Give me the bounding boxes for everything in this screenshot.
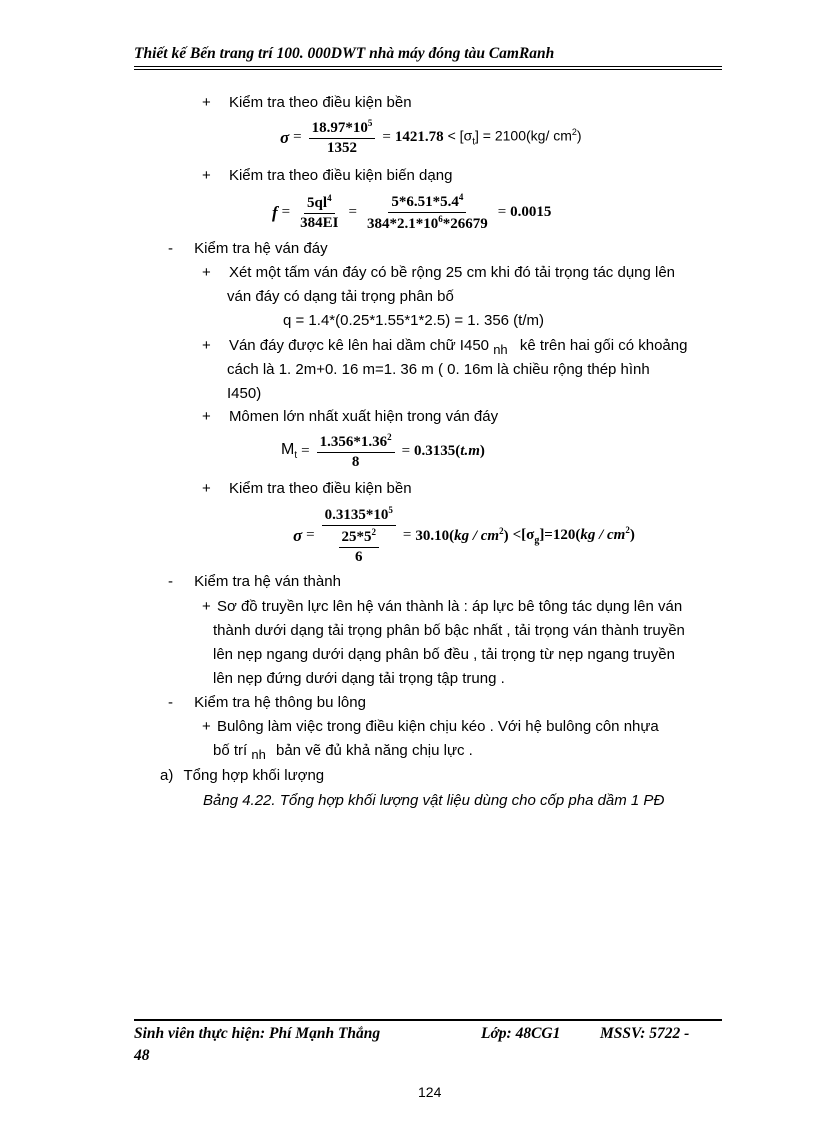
exponent: 2	[499, 526, 504, 536]
denominator: 8	[351, 454, 360, 470]
dash-icon: -	[168, 240, 173, 257]
section-label: a)	[160, 767, 174, 784]
bullet-strength-check-2	[202, 480, 412, 497]
para-line: I450)	[227, 385, 262, 402]
exponent: 2	[387, 432, 392, 442]
subscript: t	[294, 450, 298, 462]
text: Kiểm tra hệ ván đáy	[194, 240, 328, 257]
dash-icon: -	[168, 573, 173, 590]
unit: t.m	[460, 443, 480, 459]
cmp-text: < [σ	[447, 127, 473, 144]
footer-student: Sinh viên thực hiện: Phí Mạnh Thắng	[134, 1025, 381, 1042]
fraction	[317, 432, 395, 471]
result: 0.0015	[510, 204, 552, 220]
fraction	[322, 505, 396, 566]
unit: kg / cm	[454, 528, 500, 544]
para-line: lên nẹp ngang dưới dạng phân bố đều , tải trọng từ nẹp ngang truyền	[213, 646, 675, 663]
numerator: 1.356*1.36	[319, 434, 388, 450]
dash-bottom-panel	[168, 240, 328, 257]
formula-moment: $M_t$ = $\frac{1.356*1.36^2}{8}$ = 0.3135(t.m)	[281, 432, 485, 470]
subscript: nh	[493, 342, 508, 357]
formula-stress-1: σ = $\frac{18.97*10^5}{1352}$ = 1421.78 < $[\sigma_t] = 2100(kg/$ $cm^2$)	[280, 118, 582, 156]
denominator: 384*2.1*10	[366, 216, 439, 232]
numerator: 18.97*10	[311, 120, 368, 136]
text-end: bản vẽ đủ khả năng chịu lực .	[276, 742, 473, 759]
plus-icon: +	[202, 337, 211, 354]
dash-bolt-system	[168, 694, 366, 711]
text: Bulông làm việc trong điều kiện chịu kéo . Với hệ bulông côn nhựa	[216, 718, 659, 735]
rhs-end: )	[576, 127, 582, 144]
denominator: 384EI	[300, 215, 339, 231]
sigma-symbol: σ	[293, 525, 303, 545]
text-end: kê trên hai gối có khoảng	[519, 337, 688, 354]
plus-icon: +	[202, 264, 211, 281]
numerator: 0.3135*10	[324, 507, 389, 523]
plus-icon: +	[202, 167, 211, 184]
bullet-deformation-check	[202, 167, 452, 184]
denominator: 1352	[327, 140, 358, 156]
plus-icon: +	[202, 598, 211, 615]
lhs: M	[281, 441, 295, 459]
header-rule-2	[134, 69, 722, 70]
section-a	[160, 767, 324, 784]
exponent: 6	[438, 214, 443, 224]
f-symbol: f	[272, 202, 278, 222]
para-line: thành dưới dạng tải trọng phân bố bậc nhất , tải trọng ván thành truyền	[213, 622, 685, 639]
footer-mssv-cont: 48	[134, 1047, 150, 1064]
text: Kiểm tra hệ ván thành	[194, 573, 341, 590]
inner-fraction	[339, 527, 380, 566]
exponent: 2	[571, 127, 577, 138]
fraction	[297, 193, 341, 232]
exponent: 4	[458, 192, 464, 202]
bullet-plank	[202, 264, 675, 281]
result: 0.3135(	[414, 443, 461, 459]
denominator-end: *26679	[442, 216, 488, 232]
table-caption: Bảng 4.22. Tổng hợp khối lượng vật liệu dùng cho cốp pha dầm 1 PĐ	[203, 792, 665, 809]
plus-icon: +	[202, 718, 211, 735]
text: Kiểm tra theo điều kiện biến dạng	[228, 167, 453, 184]
header-rule	[134, 66, 722, 67]
result: 1421.78	[394, 129, 444, 145]
section-title: Tổng hợp khối lượng	[183, 767, 325, 784]
page-header: Thiết kế Bến trang trí 100. 000DWT nhà máy đóng tàu CamRanh	[134, 45, 555, 62]
exponent: 5	[388, 505, 393, 515]
text: Kiểm tra theo điều kiện bền	[228, 94, 412, 111]
text: Kiểm tra hệ thông bu lông	[194, 694, 366, 711]
plus-icon: +	[202, 408, 211, 425]
exponent: 2	[625, 525, 630, 535]
bullet-force-diagram	[202, 598, 682, 615]
rhs-text: ] = 2100(kg/ cm	[475, 127, 572, 144]
bullet-bolt	[202, 718, 659, 735]
subscript: nh	[251, 747, 266, 762]
text: Xét một tấm ván đáy có bề rộng 25 cm khi đó tải trọng tác dụng lên	[228, 264, 676, 281]
text: Kiểm tra theo điều kiện bền	[228, 480, 412, 497]
result-end: )	[479, 443, 485, 459]
text: bố trí	[213, 742, 248, 759]
text: Sơ đồ truyền lực lên hệ ván thành là : áp lực bê tông tác dụng lên ván	[216, 598, 683, 615]
formula-stress-2: σ = $\frac{0.3135*10^5}{\frac{25*5^2}{6}}$ = $30.10(kg / cm^2)$ $<[\sigma_g]=120(kg / cm^2)$	[293, 505, 635, 565]
page-number: 124	[418, 1084, 442, 1100]
sigma-symbol: σ	[280, 127, 290, 147]
footer-rule	[134, 1019, 722, 1021]
denominator: 6	[355, 549, 363, 565]
para-line: cách là 1. 2m+0. 16 m=1. 36 m ( 0. 16m là chiều rộng thép hình	[227, 361, 650, 378]
exponent: 2	[371, 527, 377, 537]
dash-side-panel	[168, 573, 341, 590]
footer-mssv: MSSV: 5722 -	[600, 1025, 690, 1042]
bullet-moment	[202, 408, 498, 425]
text: Ván đáy được kê lên hai dầm chữ I450	[228, 337, 490, 354]
comparison: <[σ	[512, 527, 535, 543]
result-end: )	[629, 527, 635, 543]
subscript: t	[472, 136, 475, 148]
bullet-beam-support	[202, 337, 687, 357]
unit: kg / cm	[580, 527, 626, 543]
load-formula: q = 1.4*(0.25*1.55*1*2.5) = 1. 356 (t/m)	[283, 312, 544, 329]
text: Mômen lớn nhất xuất hiện trong ván đáy	[228, 408, 499, 425]
plus-icon: +	[202, 94, 211, 111]
para-line: lên nẹp đứng dưới dạng tải trọng tập trung .	[213, 670, 505, 687]
numerator: 5ql	[307, 195, 328, 211]
footer-class: Lớp: 48CG1	[481, 1025, 561, 1042]
exponent: 5	[367, 118, 373, 128]
numerator: 5*6.51*5.4	[391, 194, 459, 210]
para-line: ván đáy có dạng tải trọng phân bố	[227, 288, 454, 305]
exponent: 4	[327, 193, 332, 203]
result-1: 30.10(	[415, 528, 455, 544]
formula-deflection: f = $\frac{5ql^4}{384EI}$ = $\frac{5*6.51*5.4^4}{384*2.1*10^6*26679}$ = 0.0015	[272, 192, 552, 232]
plus-icon: +	[202, 480, 211, 497]
numerator: 25*5	[341, 529, 372, 545]
dash-icon: -	[168, 694, 173, 711]
fraction	[309, 118, 376, 157]
comparison	[448, 127, 582, 147]
result-2: ]=120(	[539, 527, 581, 543]
result-end: )	[503, 528, 509, 544]
para-line	[213, 742, 473, 762]
bullet-strength-check-1	[202, 94, 412, 111]
fraction-2	[364, 192, 491, 233]
subscript: g	[534, 535, 540, 546]
